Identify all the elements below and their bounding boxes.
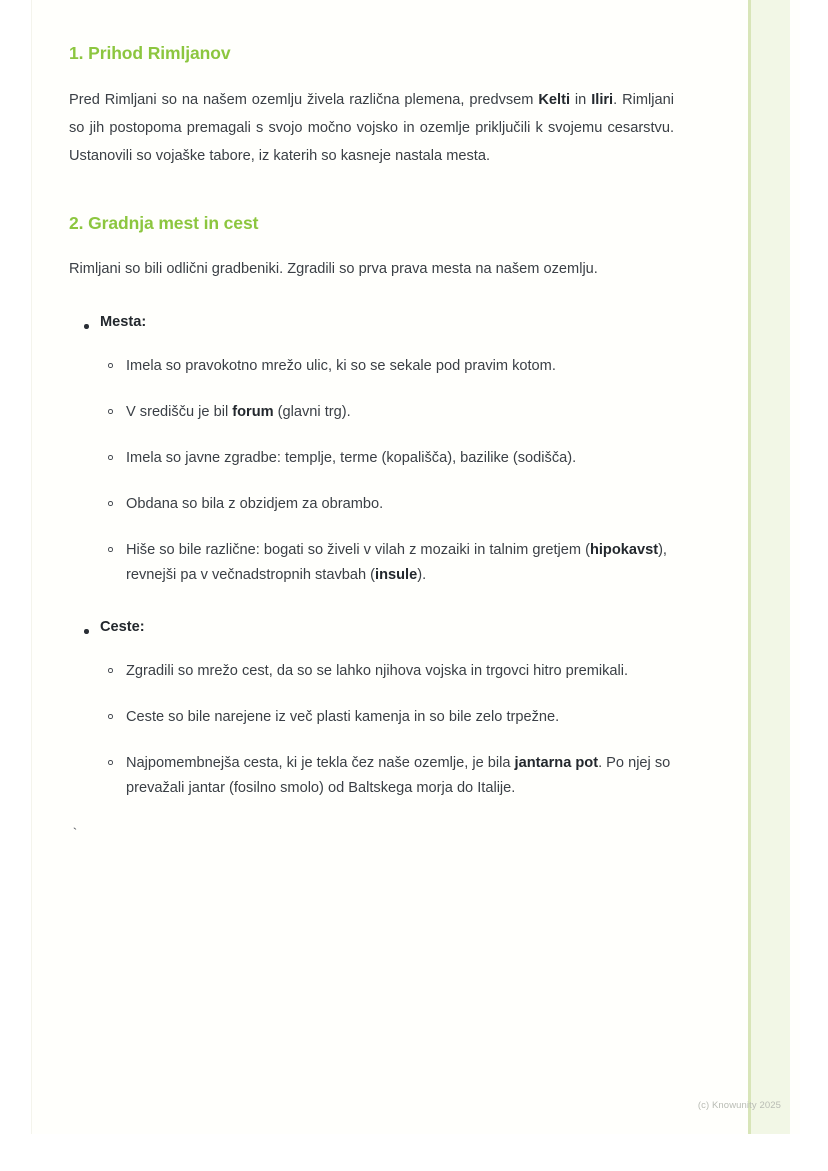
section-paragraph-1: Pred Rimljani so na našem ozemlju živela različna plemena, predvsem Kelti in Iliri. Rimljani so jih postopoma premagali s svojo močno vojsko in ozemlje priključili k svojemu cesarstvu. Ustanovili so vojaške tabore, iz katerih so kasneje nastala mesta.: [69, 91, 674, 164]
sub-list-item-text: Hiše so bile različne: bogati so živeli v vilah z mozaiki in talnim gretjem (hipokavst), revnejši pa v večnadstropnih stavbah (insule).: [126, 542, 667, 584]
list-item: [69, 588, 674, 801]
bullet-ring-icon: [108, 668, 113, 673]
bullet-ring-icon: [108, 501, 113, 506]
bullet-ring-icon: [108, 714, 113, 719]
sub-list-item-text: Obdana so bila z obzidjem za obrambo.: [126, 496, 384, 513]
bullet-ring-icon: [108, 455, 113, 460]
list-item: [69, 283, 674, 588]
document-page: [31, 0, 800, 1134]
sub-list: [100, 333, 674, 588]
bullet-disc-icon: [84, 324, 89, 329]
section-heading-2: 2. Gradnja mest in cest: [69, 212, 259, 233]
list-item-label: Ceste:: [100, 619, 145, 636]
bullet-ring-icon: [108, 409, 113, 414]
bullet-ring-icon: [108, 547, 113, 552]
sub-list-item-text: Imela so javne zgradbe: templje, terme (kopališča), bazilike (sodišča).: [126, 450, 577, 467]
bullet-ring-icon: [108, 760, 113, 765]
decorative-green-band: [748, 0, 790, 1134]
section-heading-1: 1. Prihod Rimljanov: [69, 43, 231, 63]
section-paragraph-2: Rimljani so bili odlični gradbeniki. Zgradili so prva prava mesta na našem ozemlju.: [69, 261, 598, 278]
sub-list-item: [100, 684, 674, 730]
sub-list-item: [100, 425, 674, 471]
sub-list: [100, 638, 674, 801]
sub-list-item: [100, 638, 674, 684]
sub-list-item: [100, 379, 674, 425]
sub-list-item-text: Najpomembnejša cesta, ki je tekla čez naše ozemlje, je bila jantarna pot. Po njej so prevažali jantar (fosilno smolo) od Baltskega morja do Italije.: [126, 755, 671, 797]
sub-list-item-text: V središču je bil forum (glavni trg).: [126, 404, 351, 421]
sub-list-item: [100, 471, 674, 517]
sub-list-item: [100, 517, 674, 588]
footer-credit: (c) Knowunity 2025: [697, 1100, 781, 1111]
sub-list-item: [100, 730, 674, 801]
stray-backtick-mark: `: [71, 826, 79, 842]
document-content: [69, 0, 674, 841]
bullet-ring-icon: [108, 363, 113, 368]
sub-list-item-text: Zgradili so mrežo cest, da so se lahko njihova vojska in trgovci hitro premikali.: [126, 663, 629, 680]
sub-list-item-text: Ceste so bile narejene iz več plasti kamenja in so bile zelo trpežne.: [126, 709, 560, 726]
bullet-disc-icon: [84, 629, 89, 634]
list-item-label: Mesta:: [100, 314, 147, 331]
sub-list-item-text: Imela so pravokotno mrežo ulic, ki so se sekale pod pravim kotom.: [126, 358, 556, 375]
topic-list: [69, 283, 674, 801]
sub-list-item: [100, 333, 674, 379]
